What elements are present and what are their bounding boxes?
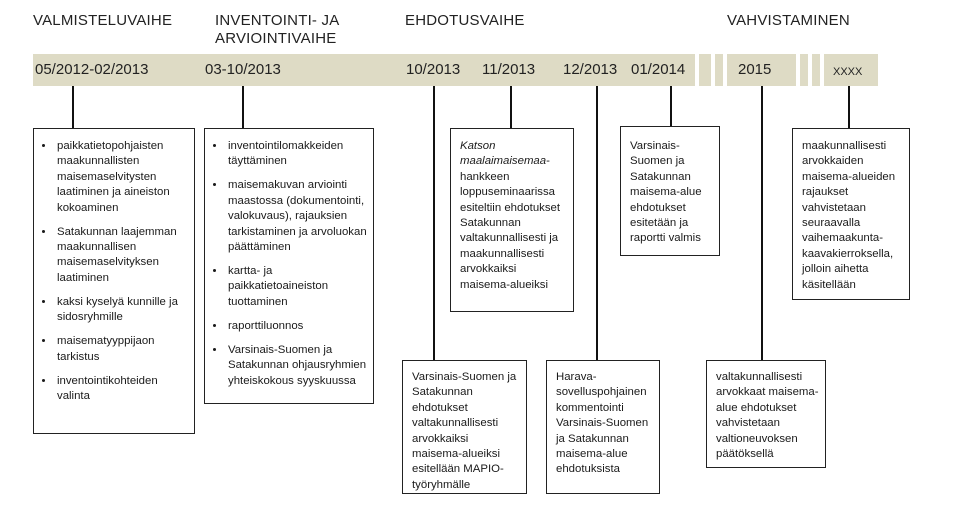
connector-line [510,86,512,128]
list-item: • maisematyyppijaon tarkistus [55,334,186,365]
box-text: maakunnallisesti arvokkaiden maisema-alueiden rajaukset vahvistetaan seuraavalla vaihemaakunta-kaavakierroksella, jolloin aihetta käsitellään [802,140,896,291]
timeline-gap [723,54,727,86]
connector-line [596,86,598,360]
timeline-gap [711,54,715,86]
info-box-vaihemaakuntakaava [792,128,910,300]
phase-inventointi-line2: ARVIOINTIVAIHE [215,30,337,47]
phase-ehdotusvaihe: EHDOTUSVAIHE [405,12,525,29]
box-text: valtakunnallisesti arvokkaat maisema-alue ehdotukset vahvistetaan valtioneuvoksen päätöksellä [716,371,819,461]
box-text: Varsinais-Suomen ja Satakunnan ehdotukset valtakunnallisesti arvokkaiksi maisema-alueiksi esitellään MAPIO-työryhmälle [412,371,517,491]
date-label: 01/2014 [631,61,686,78]
box-text: -hankkeen loppuseminaarissa esiteltiin ehdotukset Satakunnan valtakunnallisesti ja maakunnallisesti arvokkaiksi maisema-alueiksi [460,155,561,291]
timeline-gap [808,54,812,86]
list-item: • kaksi kyselyä kunnille ja sidosryhmille [55,295,186,326]
connector-line [761,86,763,360]
timeline-gap [695,54,699,86]
list-item: • paikkatietopohjaisten maakunnallisten maisemaselvitysten laatiminen ja aineiston kokoaminen [55,139,186,216]
info-box-raportti [620,126,720,256]
date-label: 12/2013 [563,61,618,78]
info-box-valtioneuvosto [706,360,826,468]
box-text: Harava-sovelluspohjainen kommentointi Varsinais-Suomen ja Satakunnan maisema-alue ehdotuksista [556,371,649,476]
date-label: 2015 [738,61,772,78]
list-item: • inventointilomakkeiden täyttäminen [226,139,367,170]
info-box-inventointi [204,128,374,404]
connector-line [848,86,850,128]
date-label: 10/2013 [406,61,461,78]
list-item: • kartta- ja paikkatietoaineiston tuottaminen [226,264,367,310]
date-label: 05/2012-02/2013 [35,61,149,78]
phase-inventointi-line1: INVENTOINTI- JA [215,12,340,29]
phase-valmisteluvaihe: VALMISTELUVAIHE [33,12,173,29]
list-item: • Varsinais-Suomen ja Satakunnan ohjausryhmien yhteiskokous syyskuussa [226,343,367,389]
info-box-valmistelu [33,128,195,434]
info-box-seminaari [450,128,574,312]
phase-vahvistaminen: VAHVISTAMINEN [727,12,850,29]
info-box-mapio [402,360,527,494]
timeline-gap [820,54,824,86]
list-item: • raporttiluonnos [226,319,367,334]
list-item: • maisemakuvan arviointi maastossa (dokumentointi, valokuvaus), rajauksien tarkistaminen ja arvoluokan päättäminen [226,178,367,255]
box-text: Varsinais-Suomen ja Satakunnan maisema-alue ehdotukset esitetään ja raportti valmis [630,140,702,245]
connector-line [242,86,244,128]
date-label: XXXX [833,66,863,78]
info-box-harava [546,360,660,494]
connector-line [670,86,672,126]
list-item: • inventointikohteiden valinta [55,374,186,405]
connector-line [72,86,74,128]
connector-line [433,86,435,360]
date-label: 03-10/2013 [205,61,281,78]
list-item: • Satakunnan laajemman maakunnallisen maisemaselvityksen laatiminen [55,225,186,287]
date-label: 11/2013 [482,61,536,78]
project-name: Katson maalaimaisemaa [460,140,547,168]
timeline-gap [796,54,800,86]
